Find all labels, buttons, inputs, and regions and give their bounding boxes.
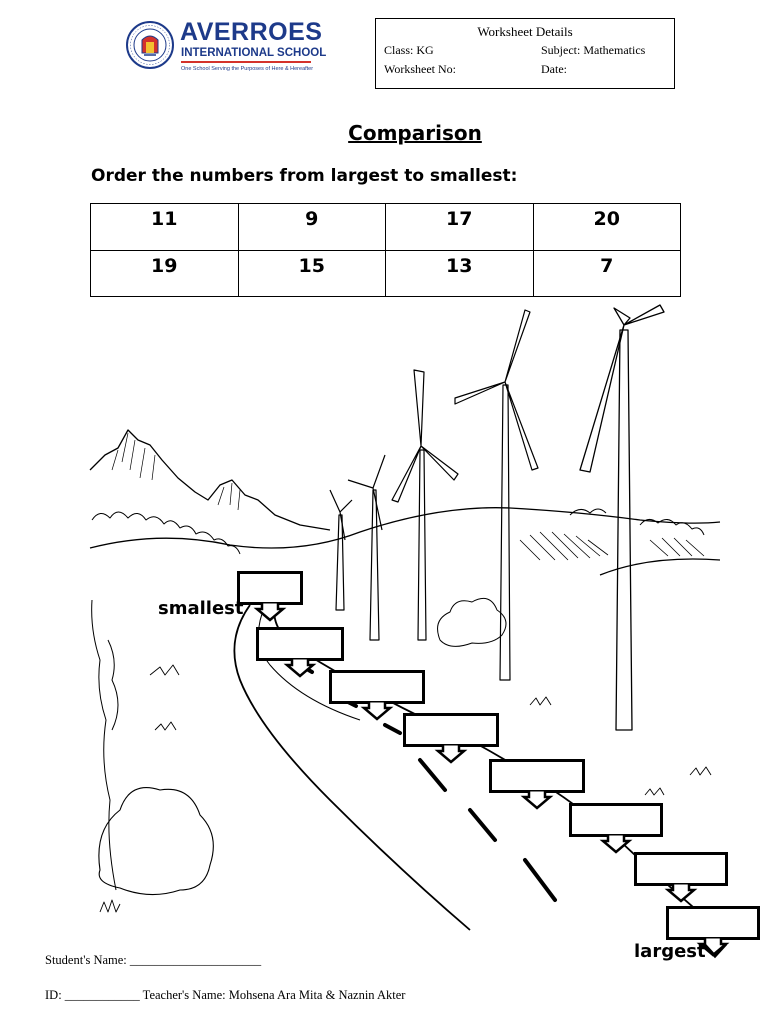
logo-divider <box>181 61 311 63</box>
table-row <box>91 250 681 297</box>
round-bush <box>99 788 213 895</box>
mountains <box>90 430 330 530</box>
down-arrow-icon <box>569 803 663 853</box>
number-cell: 19 <box>91 250 239 297</box>
school-logo <box>125 16 325 80</box>
subject-label: Subject: Mathematics <box>541 43 646 57</box>
down-arrow-icon <box>237 571 303 621</box>
left-bush <box>92 600 118 890</box>
down-arrow-icon <box>403 713 499 763</box>
number-cell: 9 <box>238 204 386 251</box>
wind-turbine-icon <box>348 455 385 640</box>
numbers-table <box>90 203 681 297</box>
school-seal-icon <box>125 20 175 70</box>
class-label: Class: KG <box>384 43 434 57</box>
worksheet-no-label: Worksheet No: <box>384 62 457 76</box>
number-cell: 15 <box>238 250 386 297</box>
wind-turbine-icon <box>455 310 538 680</box>
smallest-label: smallest <box>158 598 244 619</box>
number-cell: 20 <box>533 204 681 251</box>
number-cell: 13 <box>386 250 534 297</box>
instruction-text: Order the numbers from largest to smallest: <box>91 166 518 186</box>
date-label: Date: <box>541 62 567 76</box>
down-arrow-icon <box>634 852 728 902</box>
tree-line <box>92 512 240 554</box>
student-name-line: Student's Name: _____________________ <box>45 953 262 967</box>
details-title: Worksheet Details <box>477 24 573 39</box>
worksheet-details-box <box>375 18 675 89</box>
largest-label: largest <box>634 941 706 962</box>
mountain-shading <box>112 433 240 510</box>
hill-hatching <box>520 532 704 560</box>
number-cell: 11 <box>91 204 239 251</box>
school-subtitle: INTERNATIONAL SCHOOL <box>181 47 327 59</box>
small-bush <box>438 598 506 646</box>
number-cell: 17 <box>386 204 534 251</box>
table-row <box>91 204 681 251</box>
wind-turbine-icon <box>330 490 352 610</box>
wind-turbine-icon <box>392 370 458 640</box>
number-cell: 7 <box>533 250 681 297</box>
school-name: AVERROES <box>180 18 323 46</box>
school-tagline: One School Serving the Purposes of Here & Hereafter <box>181 66 314 72</box>
id-teacher-line: ID: ____________ Teacher's Name: Mohsena Ara Mita & Naznin Akter <box>45 988 406 1002</box>
largest-arrow-icon <box>700 940 730 960</box>
down-arrow-icon <box>489 759 585 809</box>
page-title: Comparison <box>348 121 482 145</box>
hills <box>90 508 720 548</box>
right-bushes <box>570 509 704 535</box>
